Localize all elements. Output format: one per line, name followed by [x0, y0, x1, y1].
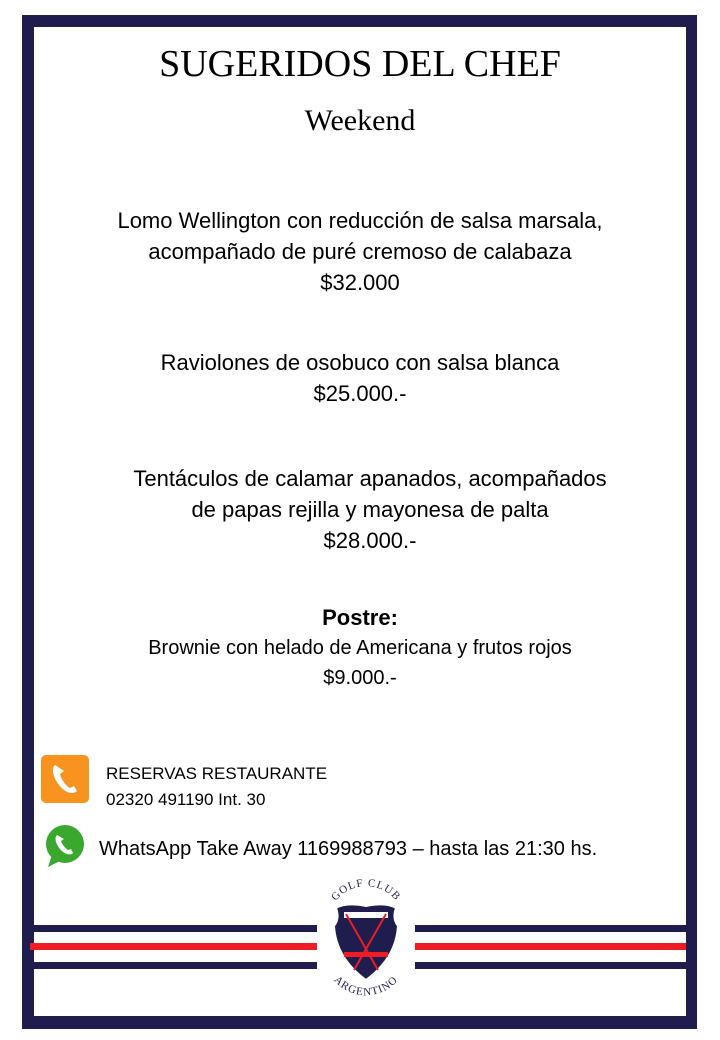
- page-title: SUGERIDOS DEL CHEF: [159, 43, 561, 85]
- stripe-red: [30, 943, 317, 950]
- dessert-description: Brownie con helado de Americana y frutos rojos: [148, 637, 572, 659]
- reservas-phone[interactable]: 02320 491190 Int. 30: [106, 790, 266, 809]
- dish-3-price: $28.000.-: [323, 528, 417, 553]
- golf-club-logo: [316, 878, 416, 998]
- dish-3-line-2: de papas rejilla y mayonesa de palta: [191, 497, 549, 522]
- svg-text:ARGENTINO: ARGENTINO: [331, 973, 401, 998]
- stripe-navy: [415, 962, 686, 969]
- dessert: [34, 603, 686, 693]
- dish-3-line-1: Tentáculos de calamar apanados, acompañados: [133, 466, 607, 491]
- dish-1-price: $32.000: [320, 270, 400, 295]
- dish-2: [34, 347, 686, 409]
- whatsapp-icon: [42, 823, 88, 869]
- dish-2-price: $25.000.-: [313, 381, 407, 406]
- phone-icon: [41, 755, 89, 803]
- dish-3: [44, 463, 696, 556]
- dish-1-line-1: Lomo Wellington con reducción de salsa marsala,: [117, 208, 603, 233]
- dish-2-line-1: Raviolones de osobuco con salsa blanca: [160, 350, 560, 375]
- page-subtitle: Weekend: [304, 104, 416, 137]
- reservas-label: RESERVAS RESTAURANTE: [106, 764, 328, 783]
- dish-1-line-2: acompañado de puré cremoso de calabaza: [148, 239, 572, 264]
- svg-text:GOLF CLUB: GOLF CLUB: [328, 878, 404, 904]
- stripe-red: [415, 943, 686, 950]
- dessert-price: $9.000.-: [323, 667, 397, 689]
- whatsapp-takeaway[interactable]: WhatsApp Take Away 1169988793 – hasta las 21:30 hs.: [99, 838, 598, 860]
- stripe-navy: [34, 925, 317, 932]
- stripe-navy: [34, 962, 317, 969]
- stripe-navy: [415, 925, 686, 932]
- dessert-heading: Postre:: [322, 605, 398, 630]
- dish-1: [34, 205, 686, 298]
